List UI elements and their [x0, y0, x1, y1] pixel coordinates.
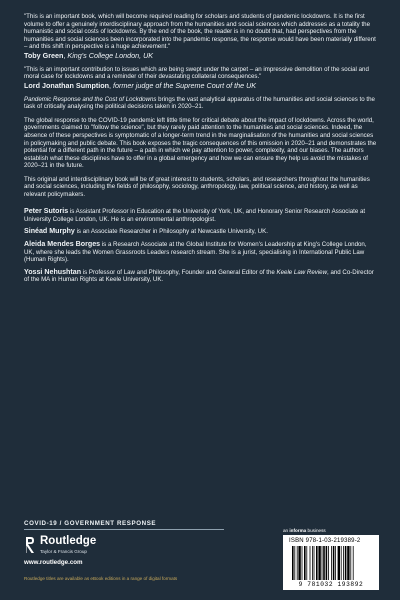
publisher-logo [24, 535, 154, 571]
barcode-digits: 9 781032 193892 [298, 581, 364, 588]
description-audience: This original and interdisciplinary book will be of great interest to students, scholars, and researchers throughout the humanities and social sciences, including the fields of philosophy, sociology, anthropology, law, political science, and history, as well as relevant policymakers. [24, 175, 370, 198]
journal-title: Keele Law Review [276, 268, 328, 276]
routledge-r-icon [24, 535, 36, 555]
informa-brand: informa [289, 528, 307, 533]
author-bio-1 [24, 208, 378, 223]
ebook-note: Routledge titles are available as eBook editions in a range of digital formats [24, 576, 178, 581]
endorsement-2-attribution: Lord Jonathan Sumption, former judge of the Supreme Court of the UK [24, 80, 257, 90]
description-body: The global response to the COVID-19 pandemic left little time for critical debate about the impact of lockdowns. Across the world, governments claimed to "follow the science", but they rarely paid attention to the humanities and social sciences. Indeed, the absence of these perspectives is symptomatic of a longer-term trend in the marginalisation of the humanities and social sciences in policymaking and public debate. This book exposes the tragic consequences of this omission in 2020–21 and demonstrates the potential for a different path in the future – a path in which we pay attention to power, complexity, and our biases. The authors establish what these disciplines have to offer in a global emergency and how we can ensure they help us avoid the mistakes of 2020–21 in the future. [24, 116, 377, 170]
barcode [283, 535, 379, 590]
author-name-2: Sinéad Murphy [24, 227, 75, 236]
barcode-bars [292, 546, 372, 580]
author-name-4: Yossi Nehushtan [24, 267, 82, 276]
endorsement-2-text: "This is an important contribution to issues which are being swept under the carpet – an impressive demolition of the social and moral case for lockdowns and a reminder of their devastating collateral consequences." [24, 65, 369, 81]
endorsement-2-affiliation: former judge of the Supreme Court of the UK [113, 80, 257, 90]
informa-suffix: business [306, 528, 326, 533]
author-bio-3 [24, 241, 378, 264]
isbn-label: ISBN 978-1-03-219389-2 [289, 538, 361, 544]
endorsement-2-author: Lord Jonathan Sumption [24, 80, 110, 90]
author-bio-3-text: is a Research Associate at the Global Institute for Women's Leadership at King's College London, UK, where she leads the Women Grassroots Leaders research stream. She is a jurist, specialising in International Public Law (Human Rights). [24, 241, 367, 264]
endorsement-2 [24, 66, 378, 90]
publisher-name: Routledge [40, 535, 97, 547]
author-bio-2 [24, 228, 378, 236]
publisher-group: Taylor & Francis Group [40, 549, 87, 554]
endorsement-1 [24, 13, 378, 60]
author-bio-4-text-before: is Professor of Law and Philosophy, Founder and General Editor of the [81, 268, 277, 276]
author-bio-4 [24, 269, 378, 284]
endorsement-1-author: Toby Green [24, 50, 64, 60]
endorsement-1-attribution: Toby Green, King's College London, UK [24, 50, 154, 60]
subject-category: COVID-19 / GOVERNMENT RESPONSE [24, 520, 157, 527]
informa-prefix: an [283, 528, 290, 533]
endorsement-1-affiliation: King's College London, UK [67, 50, 154, 60]
informa-tag [283, 528, 326, 533]
publisher-website[interactable]: www.routledge.com [24, 559, 83, 566]
book-title: Pandemic Response and the Cost of Lockdowns [24, 95, 157, 103]
author-bio-1-text: is Assistant Professor in Education at the University of York, UK, and Honorary Senior Research Associate at University College London, UK. He is an environmental anthropologist. [24, 208, 366, 223]
divider [24, 529, 224, 530]
author-name-3: Aleida Mendes Borges [24, 240, 101, 249]
author-bio-2-text: is an Associate Researcher in Philosophy at Newcastle University, UK. [74, 228, 268, 236]
description-intro [24, 96, 378, 111]
author-bio-4-text-after: , and Co-Director of the MA in Human Rights at Keele University, UK. [24, 268, 374, 284]
author-name-1: Peter Sutoris [24, 207, 69, 216]
endorsement-1-text: "This is an important book, which will become required reading for scholars and students of pandemic lockdowns. It is the first volume to offer a genuinely interdisciplinary approach from the humanities and social sciences which addresses as a totality the humanistic and social costs of lockdowns. By the end of the book, the reader is in no doubt that, had perspectives from the humanities and social sciences been incorporated into the pandemic response, the response would have been materially different – and this shift in perspective is a huge achievement." [24, 13, 376, 51]
cover-text [24, 13, 378, 289]
description-intro-rest: brings the vast analytical apparatus of the humanities and social sciences to the task of critically analysing the political decisions taken in 2020–21. [24, 95, 375, 111]
